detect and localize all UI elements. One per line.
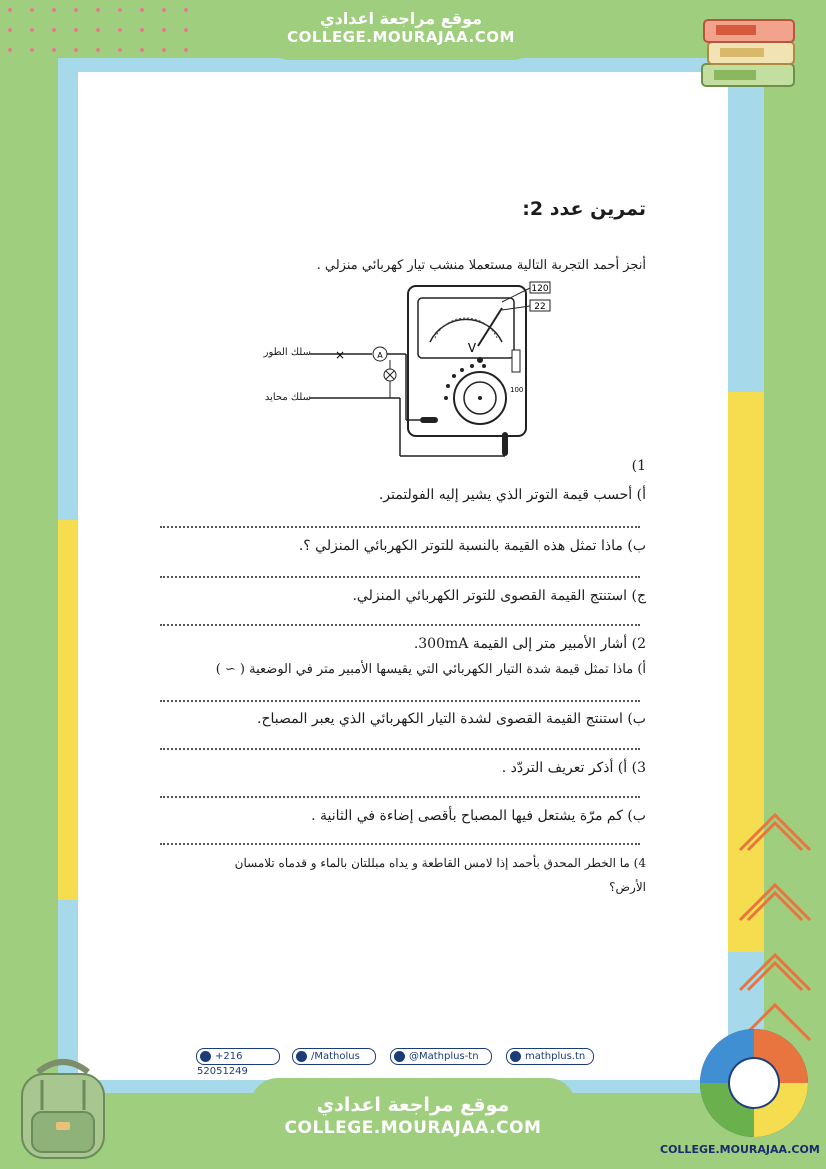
meter-symbol: V [467, 341, 477, 355]
decorative-dot [8, 48, 12, 52]
decorative-dot [118, 48, 122, 52]
decorative-dot [74, 48, 78, 52]
decorative-dot [30, 28, 34, 32]
decorative-dot [96, 8, 100, 12]
decorative-dot [118, 28, 122, 32]
decorative-dot [8, 28, 12, 32]
q3-a: 3) أ) أذكر تعريف التردّد . [501, 760, 646, 776]
answer-line [160, 748, 640, 750]
answer-line [160, 796, 640, 798]
decorative-dot [52, 8, 56, 12]
q2-a: أ) ماذا تمثل قيمة شدة التيار الكهربائي التي يقيسها الأمبير متر في الوضعية ( ∼ ) [215, 662, 646, 677]
decorative-dot [162, 8, 166, 12]
exercise-title: تمرين عدد 2: [522, 198, 646, 220]
contact-website[interactable]: mathplus.tn [506, 1048, 594, 1065]
neutral-wire-label: سلك محايد [264, 392, 311, 403]
q3-b: ب) كم مرّة يشتعل فيها المصباح بأقصى إضاءة في الثانية . [311, 808, 646, 824]
footer-banner [250, 1078, 576, 1169]
books-icon [694, 12, 804, 98]
q2-intro: 2) أشار الأمبير متر إلى القيمة 300mA. [413, 636, 646, 652]
contact-whatsapp[interactable]: +216 52051249 [196, 1048, 280, 1065]
decorative-dot [162, 28, 166, 32]
decorative-dot [52, 48, 56, 52]
answer-line [160, 526, 640, 528]
q1-a: أ) أحسب قيمة التوتر الذي يشير إليه الفولتمتر. [378, 487, 646, 503]
answer-line [160, 576, 640, 578]
answer-line [160, 843, 640, 845]
q2-b: ب) استنتج القيمة القصوى لشدة التيار الكهربائي الذي يعبر المصباح. [257, 711, 646, 727]
decorative-dot [184, 8, 188, 12]
decorative-dot [96, 48, 100, 52]
scale-label-top: 120 [531, 284, 549, 294]
answer-line [160, 700, 640, 702]
brand-logo-text: COLLEGE.MOURAJAA.COM [660, 1143, 820, 1156]
decorative-dot [8, 8, 12, 12]
svg-text:×: × [334, 348, 346, 362]
contact-youtube[interactable]: @Mathplus-tn [390, 1048, 492, 1065]
answer-line [160, 624, 640, 626]
decorative-dot [30, 48, 34, 52]
globe-icon [510, 1051, 521, 1062]
decorative-dot [74, 28, 78, 32]
facebook-icon [296, 1051, 307, 1062]
decorative-dot [52, 28, 56, 32]
q4-line2: الأرض؟ [609, 880, 646, 894]
whatsapp-icon [200, 1051, 211, 1062]
decorative-dot [140, 8, 144, 12]
scale-label-bottom: 22 [534, 302, 546, 312]
site-name-arabic: موقع مراجعة اعدادي [319, 9, 483, 28]
circuit-diagram [240, 280, 560, 462]
site-url[interactable]: COLLEGE.MOURAJAA.COM [284, 1118, 542, 1138]
q1-c: ج) استنتج القيمة القصوى للتوتر الكهربائي المنزلي. [352, 588, 646, 604]
q1-b: ب) ماذا تمثل هذه القيمة بالنسبة للتوتر الكهربائي المنزلي ؟. [298, 538, 646, 554]
exercise-intro: أنجز أحمد التجربة التالية مستعملا منشب تيار كهربائي منزلي . [316, 258, 646, 273]
q1-number: 1) [631, 458, 646, 474]
header-banner [262, 0, 540, 60]
decorative-dot [140, 28, 144, 32]
backpack-icon [8, 1052, 118, 1164]
decorative-dot [96, 28, 100, 32]
contact-facebook[interactable]: /Matholus [292, 1048, 376, 1065]
chevrons-decoration [730, 790, 820, 1050]
decorative-dot [74, 8, 78, 12]
decorative-dot [30, 8, 34, 12]
site-url[interactable]: COLLEGE.MOURAJAA.COM [287, 28, 515, 46]
decorative-dot [184, 48, 188, 52]
decorative-dot [140, 48, 144, 52]
svg-text:A: A [377, 351, 383, 360]
brand-wheel-logo [696, 1025, 812, 1141]
decorative-dot [162, 48, 166, 52]
decorative-dot [118, 8, 122, 12]
range-label: 100 [510, 386, 524, 394]
live-wire-label: سلك الطور [263, 347, 311, 358]
youtube-icon [394, 1051, 405, 1062]
q4-line1: 4) ما الخطر المحدق بأحمد إذا لامس القاطعة و يداه مبللتان بالماء و قدماه تلامسان [234, 856, 646, 870]
site-name-arabic: موقع مراجعة اعدادي [316, 1094, 510, 1116]
decorative-dot [184, 28, 188, 32]
